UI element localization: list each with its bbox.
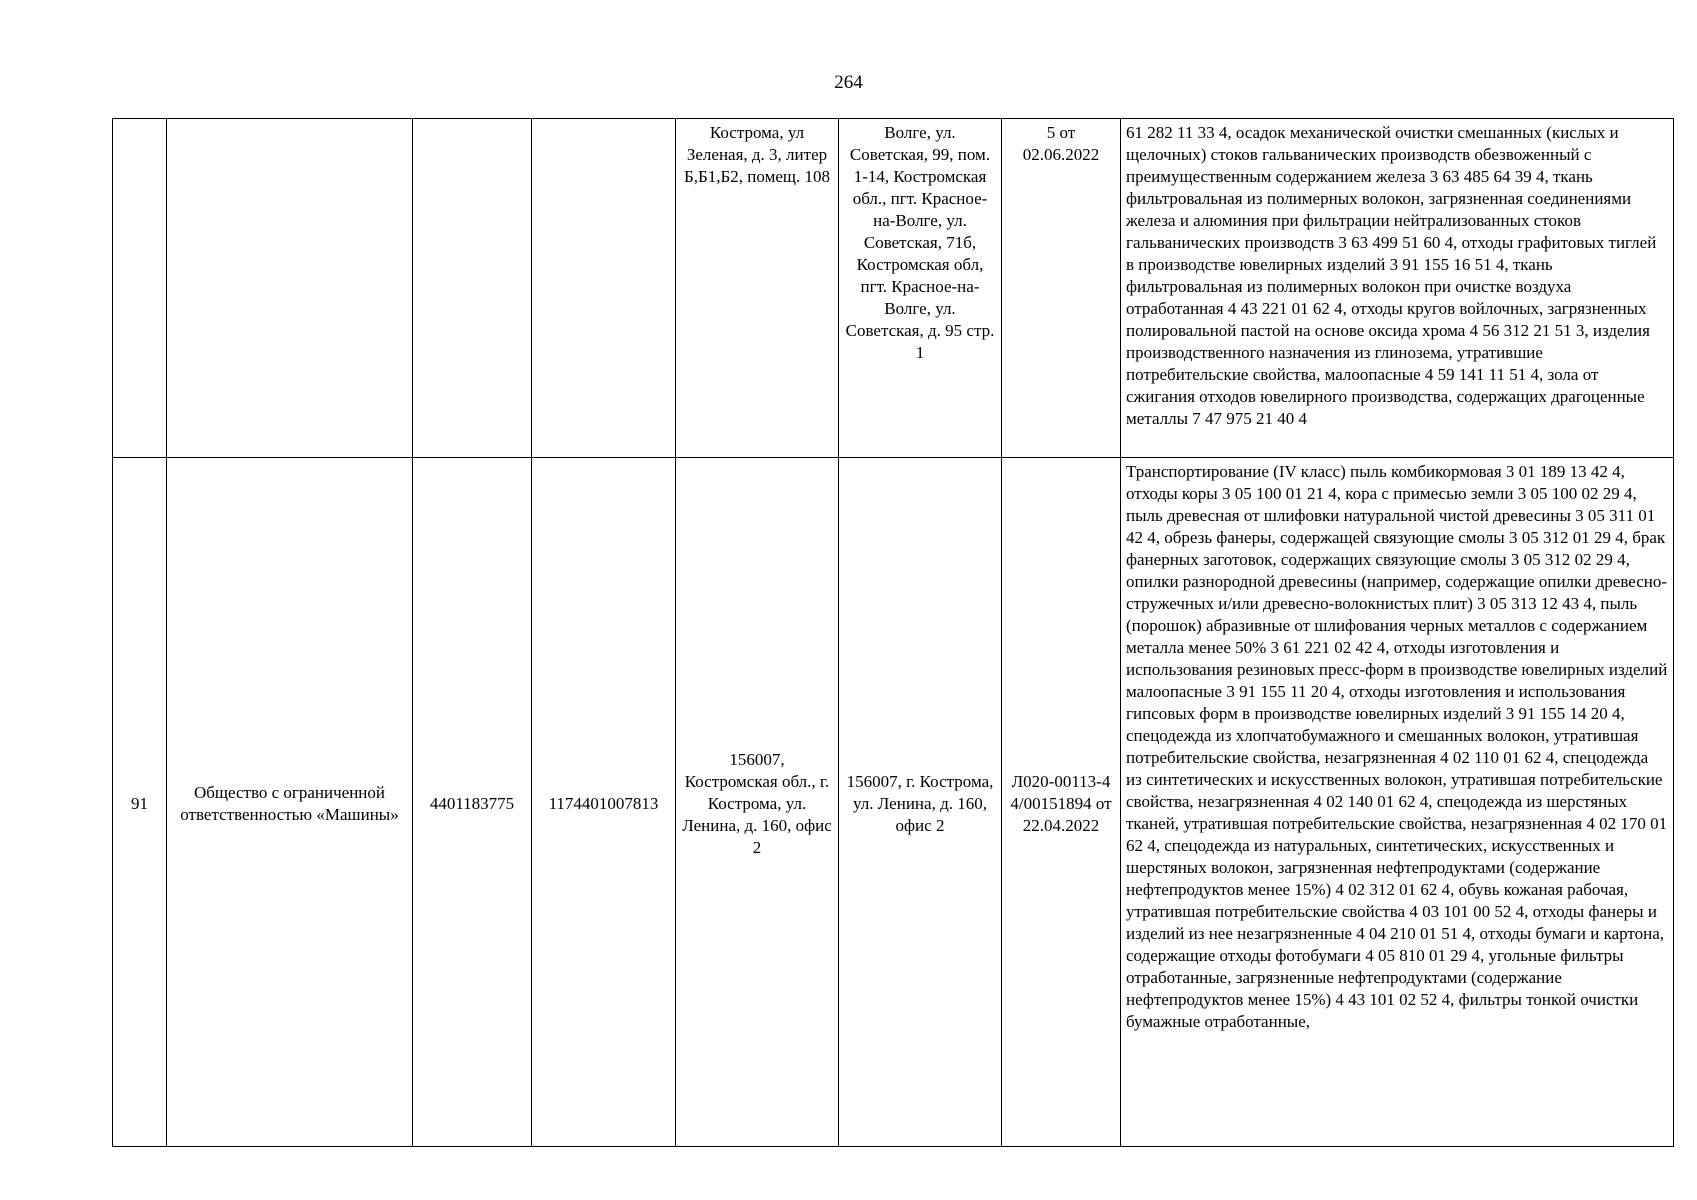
activity-address-cell: Волге, ул. Советская, 99, пом. 1-14, Костромская обл., пгт. Красное-на-Волге, ул. Советская, 71б, Костромская обл, пгт. Красное-на-Волге, ул. Советская, д. 95 стр. 1 — [839, 119, 1002, 458]
registry-table — [112, 118, 1674, 1147]
table-row — [113, 119, 1674, 458]
inn-cell — [413, 119, 532, 458]
license-cell: 5 от 02.06.2022 — [1002, 119, 1121, 458]
organization-name-cell — [167, 119, 413, 458]
ogrn-cell: 1174401007813 — [532, 458, 676, 1147]
activity-address-cell: 156007, г. Кострома, ул. Ленина, д. 160, офис 2 — [839, 458, 1002, 1147]
organization-name-cell: Общество с ограниченной ответственностью «Машины» — [167, 458, 413, 1147]
table-row — [113, 458, 1674, 1147]
legal-address-cell: 156007, Костромская обл., г. Кострома, ул. Ленина, д. 160, офис 2 — [676, 458, 839, 1147]
legal-address-cell: Кострома, ул Зеленая, д. 3, литер Б,Б1,Б2, помещ. 108 — [676, 119, 839, 458]
waste-list-cell: Транспортирование (IV класс) пыль комбикормовая 3 01 189 13 42 4, отходы коры 3 05 100 01 21 4, кора с примесью земли 3 05 100 02 29 4, пыль древесная от шлифовки натуральной чистой древесины 3 05 311 01 42 4, обрезь фанеры, содержащей связующие смолы 3 05 312 01 29 4, брак фанерных заготовок, содержащих связующие смолы 3 05 312 02 29 4, опилки разнородной древесины (например, содержащие опилки древесно-стружечных и/или древесно-волокнистых плит) 3 05 313 12 43 4, пыль (порошок) абразивные от шлифования черных металлов с содержанием металла менее 50% 3 61 221 02 42 4, отходы изготовления и использования резиновых пресс-форм в производстве ювелирных изделий малоопасные 3 91 155 11 20 4, отходы изготовления и использования гипсовых форм в производстве ювелирных изделий 3 91 155 14 20 4, спецодежда из хлопчатобумажного и смешанных волокон, утратившая потребительские свойства, незагрязненная 4 02 110 01 62 4, спецодежда из синтетических и искусственных волокон, утратившая потребительские свойства, незагрязненная 4 02 140 01 62 4, спецодежда из шерстяных тканей, утратившая потребительские свойства, незагрязненная 4 02 170 01 62 4, спецодежда из натуральных, синтетических, искусственных и шерстяных волокон, загрязненная нефтепродуктами (содержание нефтепродуктов менее 15%) 4 02 312 01 62 4, обувь кожаная рабочая, утратившая потребительские свойства 4 03 101 00 52 4, отходы фанеры и изделий из нее незагрязненные 4 04 210 01 51 4, отходы бумаги и картона, содержащие отходы фотобумаги 4 05 810 01 29 4, угольные фильтры отработанные, загрязненные нефтепродуктами (содержание нефтепродуктов менее 15%) 4 43 101 02 52 4, фильтры тонкой очистки бумажные отработанные, — [1121, 458, 1674, 1147]
page-number: 264 — [834, 72, 863, 93]
row-number-cell — [113, 119, 167, 458]
license-cell: Л020-00113-44/00151894 от 22.04.2022 — [1002, 458, 1121, 1147]
row-number-cell: 91 — [113, 458, 167, 1147]
inn-cell: 4401183775 — [413, 458, 532, 1147]
waste-list-cell: 61 282 11 33 4, осадок механической очистки смешанных (кислых и щелочных) стоков гальванических производств обезвоженный с преимущественным содержанием железа 3 63 485 64 39 4, ткань фильтровальная из полимерных волокон, загрязненная соединениями железа и алюминия при фильтрации нейтрализованных стоков гальванических производств 3 63 499 51 60 4, отходы графитовых тиглей в производстве ювелирных изделий 3 91 155 16 51 4, ткань фильтровальная из полимерных волокон при очистке воздуха отработанная 4 43 221 01 62 4, отходы кругов войлочных, загрязненных полировальной пастой на основе оксида хрома 4 56 312 21 51 3, изделия производственного назначения из глинозема, утратившие потребительские свойства, малоопасные 4 59 141 11 51 4, зола от сжигания отходов ювелирного производства, содержащих драгоценные металлы 7 47 975 21 40 4 — [1121, 119, 1674, 458]
ogrn-cell — [532, 119, 676, 458]
